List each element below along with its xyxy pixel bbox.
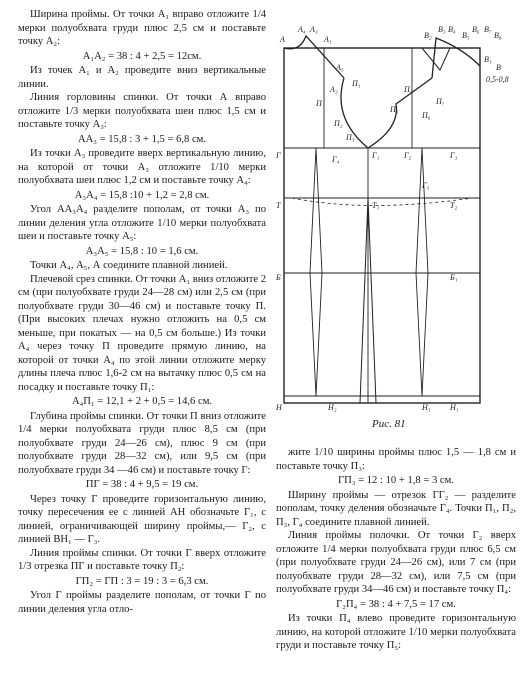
left-text-column [18,8,266,616]
formula-line: А₄П₁ = 12,1 + 2 + 0,5 = 14,6 см. [71,396,213,407]
point-label: Т₂ [450,201,458,210]
point-label: П₇ [436,97,445,106]
paragraph: Угол Г проймы разделите пополам, от точки Г по линии деления угла отло- [18,590,266,615]
paragraph: Плечевой срез спинки. От точки А₁ вниз отложите 2 см (при полуобхвате груди 24—28 см) или 2,5 см (при полуобхвате груди 30—46 см) и поставьте точку П. (При высоких плечах нужно отложить на 0,5 см меньше, при покатых — на 0,5 см больше.) Из точки А₄ через точку П проведите прямую линию, на которой от точки А₄ по этой линии отложите мерку длины плеча плюс 1,6-2 см на вытачку плюс 0,5 см на посадку и поставьте точку П₁: [18,273,266,393]
point-label: Т₁ [372,201,380,210]
paragraph: жите 1/10 ширины проймы плюс 1,5 — 1,8 см и поставьте точку П₃: [276,447,516,472]
point-label: Н₂ [328,403,337,412]
right-text-column [276,446,516,653]
point-label: П₅ [390,105,399,114]
point-label: В₄ [448,25,456,34]
point-label: П₃ [346,133,355,142]
point-label: Г [276,151,281,160]
paragraph: Из точек А₁ и А₂ проведите вниз вертикальные линии. [18,65,266,90]
point-label: В [496,63,501,72]
point-label: П [316,99,322,108]
point-label: Н₁ [450,403,459,412]
waist-dart [310,148,322,396]
point-label: Г₃ [450,151,458,160]
formula-line: ПГ = 38 : 4 + 9,5 = 19 см. [85,479,199,490]
paragraph: Угол АА₃А₄ разделите пополам, от точки А₃ по линии деления угла отложите 1/10 мерки полуобхвата шеи и поставьте точку А₅: [18,204,266,242]
point-label: В₂ [424,31,432,40]
point-label: А₃ [310,25,318,34]
paragraph: Линия горловины спинки. От точки А вправо отложите 1/3 мерки полуобхвата шеи плюс 1,5 см и поставьте точку А₃: [18,92,266,130]
point-label: П₆ [422,111,431,120]
point-label: В₃ [438,25,446,34]
formula-line: АА₃ = 15,8 : 3 + 1,5 = 6,8 см. [77,133,207,145]
point-label: П₂ [334,119,343,128]
point-label: В₇ [484,25,492,34]
point-label: 0,5-0,8 [486,75,509,84]
point-label: Б₁ [450,273,458,282]
point-label: П₁ [352,79,361,88]
point-label: Н₃ [422,403,431,412]
point-label: А₂ [330,85,338,94]
paragraph: Линия проймы спинки. От точки Г вверх отложите 1/3 отрезка ПГ и поставьте точку П₂: [18,547,266,572]
paragraph: Из точки А₃ проведите вверх вертикальную линию, на которой от точки А₃ отложите 1/10 мерки полуобхвата шеи плюс 1,2 см и поставьте точку А₄: [18,148,266,186]
point-label: Г₁ [372,151,380,160]
back-shoulder-line [284,36,344,78]
point-label: Н [276,403,282,412]
point-label: А₄ [298,25,306,34]
point-label: П₄ [404,85,413,94]
point-label: В₁ [484,55,492,64]
paragraph: Из точки П₄ влево проведите горизонтальную линию, на которой отложите 1/10 мерки полуобхвата груди и поставьте точку П₅: [276,613,516,651]
point-label: В₅ [462,31,470,40]
paragraph: Линия проймы полочки. От точки Г₂ вверх отложите 1/4 мерки полуобхвата груди плюс 6,5 см (при полуобхвате груди 24—26 см), или 7 см (при полуобхвате груди 28—32 см), или 7,5 см (при полуобхвате груди 34—46 см) и поставьте точку П₄: [276,530,516,595]
formula-line: ГП₃ = 12 : 10 + 1,8 = 3 см. [338,475,454,486]
point-label: Т [276,201,281,210]
point-label: Г₄ [332,155,340,164]
pattern-drawing-figure [272,8,520,418]
formula-line: А₃А₅ = 15,8 : 10 = 1,6 см. [85,245,199,257]
figure-caption: Рис. 81 [372,418,406,430]
pattern-drawing [272,8,520,418]
front-dart [422,48,450,70]
point-label: В₆ [472,25,480,34]
paragraph: Глубина проймы спинки. От точки П вниз отложите 1/4 мерки полуобхвата груди плюс 8,5 см (при полуобхвате груди 24—26 см), плюс 9 см (при полуобхвате груди 28—32 см), или 9,5 см (при полуобхвате груди 34 —46 см) и поставьте точку Г: [18,410,266,476]
point-label: А₁ [324,35,332,44]
formula-line: ГП₂ = ГП : 3 = 19 : 3 = 6,3 см. [75,575,209,587]
paragraph: Точки А₄, А₅, А соедините плавной линией. [30,260,228,271]
paragraph: Ширина проймы. От точки А₁ вправо отложите 1/4 мерки полуобхвата груди плюс 2,5 см и поставьте точку А₂: [18,9,266,47]
formula-line: Г₂П₄ = 38 : 4 + 7,5 = 17 см. [336,598,456,610]
point-label: В₈ [494,31,502,40]
point-label: Г₂ [404,151,412,160]
front-neckline [432,38,480,78]
paragraph: Через точку Г проведите горизонтальную линию, точку пересечения ее с линией АН обозначьте Г₁, с линией, ограничивающей ширину проймы,— Г₂, с линией ВН₁ — Г₃. [18,493,266,545]
point-label: Г₅ [422,181,430,190]
point-label: А [280,35,285,44]
point-label: А₅ [336,63,344,72]
paragraph: Ширину проймы — отрезок ГГ₂ — разделите пополам, точку деления обозначьте Г₄. Точки П₁, П₂, П₃, Г₄ соедините плавной линией. [276,489,516,528]
point-label: Б [276,273,281,282]
formula-line: А₁А₂ = 38 : 4 + 2,5 = 12см. [82,50,202,62]
formula-line: А₃А₄ = 15,8 :10 + 1,2 = 2,8 см. [74,189,210,201]
